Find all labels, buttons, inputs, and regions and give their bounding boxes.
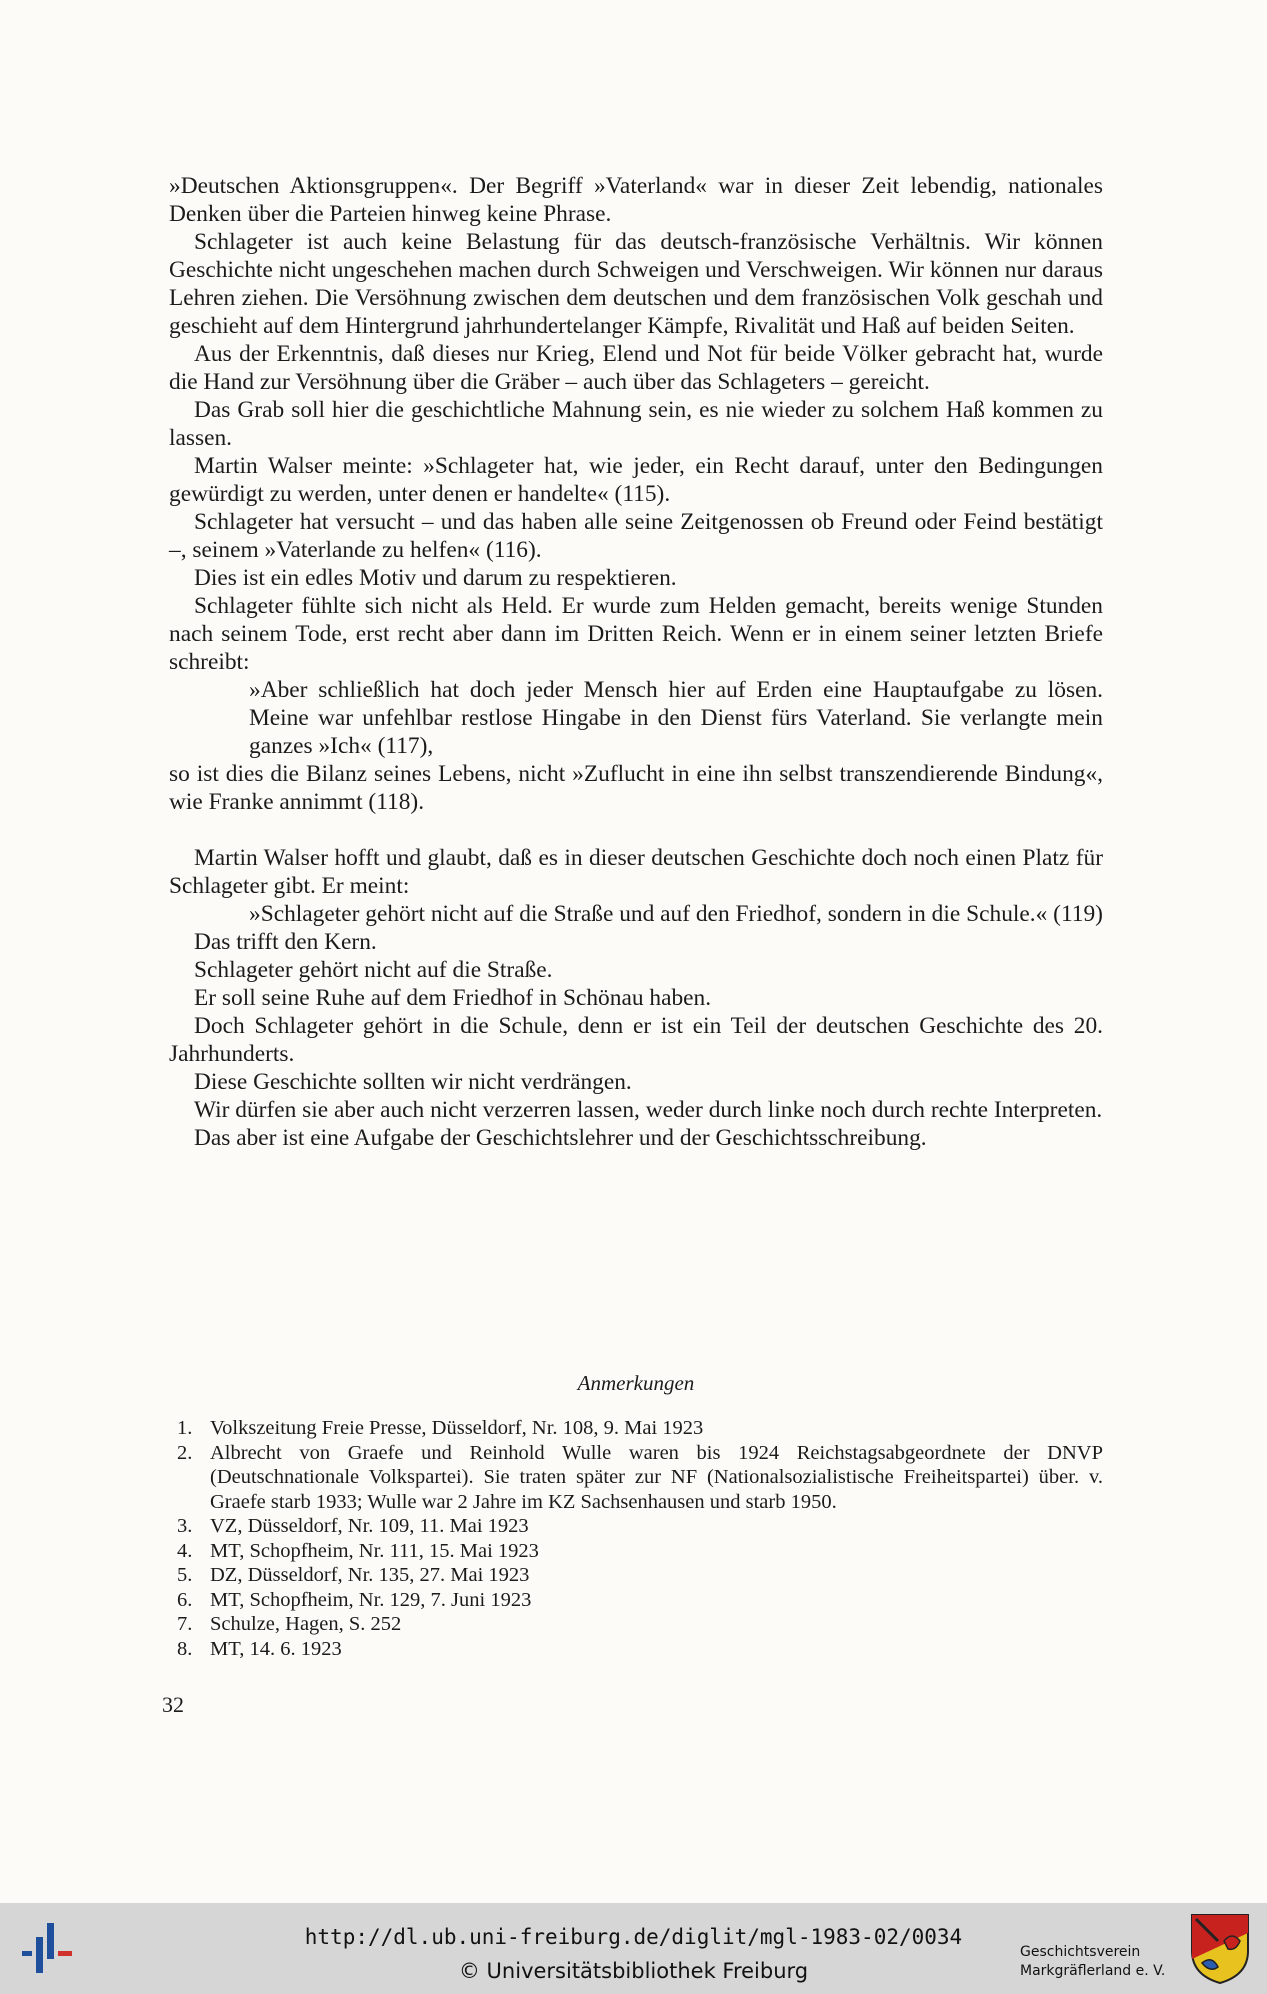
- notes-heading: Anmerkungen: [577, 1371, 695, 1395]
- note-text: VZ, Düsseldorf, Nr. 109, 11. Mai 1923: [210, 1515, 529, 1537]
- paragraph: Martin Walser meinte: »Schlageter hat, wie jeder, ein Recht darauf, unter den Bedingungen gewürdigt zu werden, unter denen er handelte« (115).: [169, 453, 1103, 507]
- paragraph: Schlageter hat versucht – und das haben alle seine Zeitgenossen ob Freund oder Feind bestätigt –, seinem »Vaterlande zu helfen« (116).: [169, 509, 1103, 563]
- block-quote: »Schlageter gehört nicht auf die Straße und auf den Friedhof, sondern in die Schule.« (119): [249, 901, 1103, 927]
- note-number: 5.: [177, 1564, 193, 1586]
- paragraph: Das Grab soll hier die geschichtliche Mahnung sein, es nie wieder zu solchem Haß kommen zu lassen.: [169, 397, 1103, 451]
- org-name-line1: Geschichtsverein: [1020, 1944, 1141, 1960]
- note-item: [169, 1637, 1103, 1662]
- note-item: [169, 1441, 1103, 1515]
- paragraph: Wir dürfen sie aber auch nicht verzerren lassen, weder durch linke noch durch rechte Interpreten.: [194, 1097, 1103, 1123]
- note-text: Volkszeitung Freie Presse, Düsseldorf, Nr. 108, 9. Mai 1923: [210, 1417, 704, 1439]
- note-item: [169, 1416, 1103, 1441]
- note-text: Schulze, Hagen, S. 252: [210, 1613, 402, 1635]
- note-number: 8.: [177, 1637, 193, 1660]
- paragraph: Schlageter gehört nicht auf die Straße.: [194, 957, 553, 983]
- note-number: 4.: [177, 1539, 193, 1562]
- note-item: [169, 1612, 1103, 1637]
- note-number: 7.: [177, 1613, 193, 1635]
- note-text: MT, Schopfheim, Nr. 129, 7. Juni 1923: [210, 1588, 532, 1611]
- paragraph-gap: [169, 816, 1103, 844]
- note-item: [169, 1563, 1103, 1588]
- paragraph: Diese Geschichte sollten wir nicht verdrängen.: [194, 1069, 632, 1095]
- paragraph: »Deutschen Aktionsgruppen«. Der Begriff »Vaterland« war in dieser Zeit lebendig, nationales Denken über die Parteien hinweg keine Phrase.: [169, 173, 1103, 227]
- note-item: [169, 1514, 1103, 1539]
- note-number: 6.: [177, 1588, 193, 1611]
- org-name-line2: Markgräflerland e. V.: [1020, 1963, 1166, 1979]
- footer-url-link[interactable]: http://dl.ub.uni-freiburg.de/diglit/mgl-1983-02/0034: [304, 1925, 963, 1949]
- note-number: 2.: [177, 1441, 193, 1464]
- coat-of-arms-icon[interactable]: [1188, 1911, 1252, 1987]
- paragraph: Schlageter ist auch keine Belastung für das deutsch-französische Verhältnis. Wir können Geschichte nicht ungeschehen machen durch Schweigen und Verschweigen. Wir können nur daraus Lehren ziehen. Die Versöhnung zwischen dem deutschen und dem französischen Volk geschah und geschieht auf dem Hintergrund jahrhundertelanger Kämpfe, Rivalität und Haß auf beiden Seiten.: [169, 229, 1103, 339]
- paragraph: so ist dies die Bilanz seines Lebens, nicht »Zuflucht in eine ihn selbst transzendierende Bindung«, wie Franke annimmt (118).: [169, 761, 1103, 815]
- paragraph: Das trifft den Kern.: [194, 929, 377, 955]
- note-number: 1.: [177, 1417, 193, 1439]
- paragraph: Martin Walser hofft und glaubt, daß es in dieser deutschen Geschichte doch noch einen Platz für Schlageter gibt. Er meint:: [169, 845, 1103, 899]
- note-number: 3.: [177, 1515, 193, 1537]
- paragraph: Dies ist ein edles Motiv und darum zu respektieren.: [194, 565, 677, 591]
- footer-copyright: © Universitätsbibliothek Freiburg: [458, 1959, 809, 1983]
- note-text: DZ, Düsseldorf, Nr. 135, 27. Mai 1923: [210, 1564, 530, 1586]
- note-item: [169, 1588, 1103, 1613]
- paragraph: Doch Schlageter gehört in die Schule, denn er ist ein Teil der deutschen Geschichte des 20. Jahrhunderts.: [169, 1013, 1103, 1067]
- paragraph: Schlageter fühlte sich nicht als Held. Er wurde zum Helden gemacht, bereits wenige Stunden nach seinem Tode, erst recht aber dann im Dritten Reich. Wenn er in einem seiner letzten Briefe schreibt:: [169, 593, 1103, 675]
- note-item: [169, 1539, 1103, 1564]
- notes-list: [169, 1416, 1103, 1661]
- body-text: [169, 172, 1103, 1152]
- note-text: MT, Schopfheim, Nr. 111, 15. Mai 1923: [210, 1539, 539, 1562]
- footer-organization: [1020, 1943, 1165, 1981]
- block-quote: »Aber schließlich hat doch jeder Mensch hier auf Erden eine Hauptaufgabe zu lösen. Meine war unfehlbar restlose Hingabe in den Dienst fürs Vaterland. Sie verlangte mein ganzes »Ich« (117),: [249, 677, 1103, 759]
- page-number: 32: [162, 1692, 184, 1717]
- paragraph: Er soll seine Ruhe auf dem Friedhof in Schönau haben.: [194, 985, 712, 1011]
- footer-bar: [0, 1903, 1267, 1994]
- paragraph: Das aber ist eine Aufgabe der Geschichtslehrer und der Geschichtsschreibung.: [194, 1125, 927, 1151]
- note-text: Albrecht von Graefe und Reinhold Wulle waren bis 1924 Reichstagsabgeordnete der DNVP (Deutschnationale Volkspartei). Sie traten später zur NF (Nationalsozialistische Freiheitspartei) über. v. Graefe starb 1933; Wulle war 2 Jahre im KZ Sachsenhausen und starb 1950.: [210, 1441, 1103, 1513]
- note-text: MT, 14. 6. 1923: [210, 1637, 342, 1660]
- paragraph: Aus der Erkenntnis, daß dieses nur Krieg, Elend und Not für beide Völker gebracht hat, wurde die Hand zur Versöhnung über die Gräber – auch über das Schlageters – gereicht.: [169, 341, 1103, 395]
